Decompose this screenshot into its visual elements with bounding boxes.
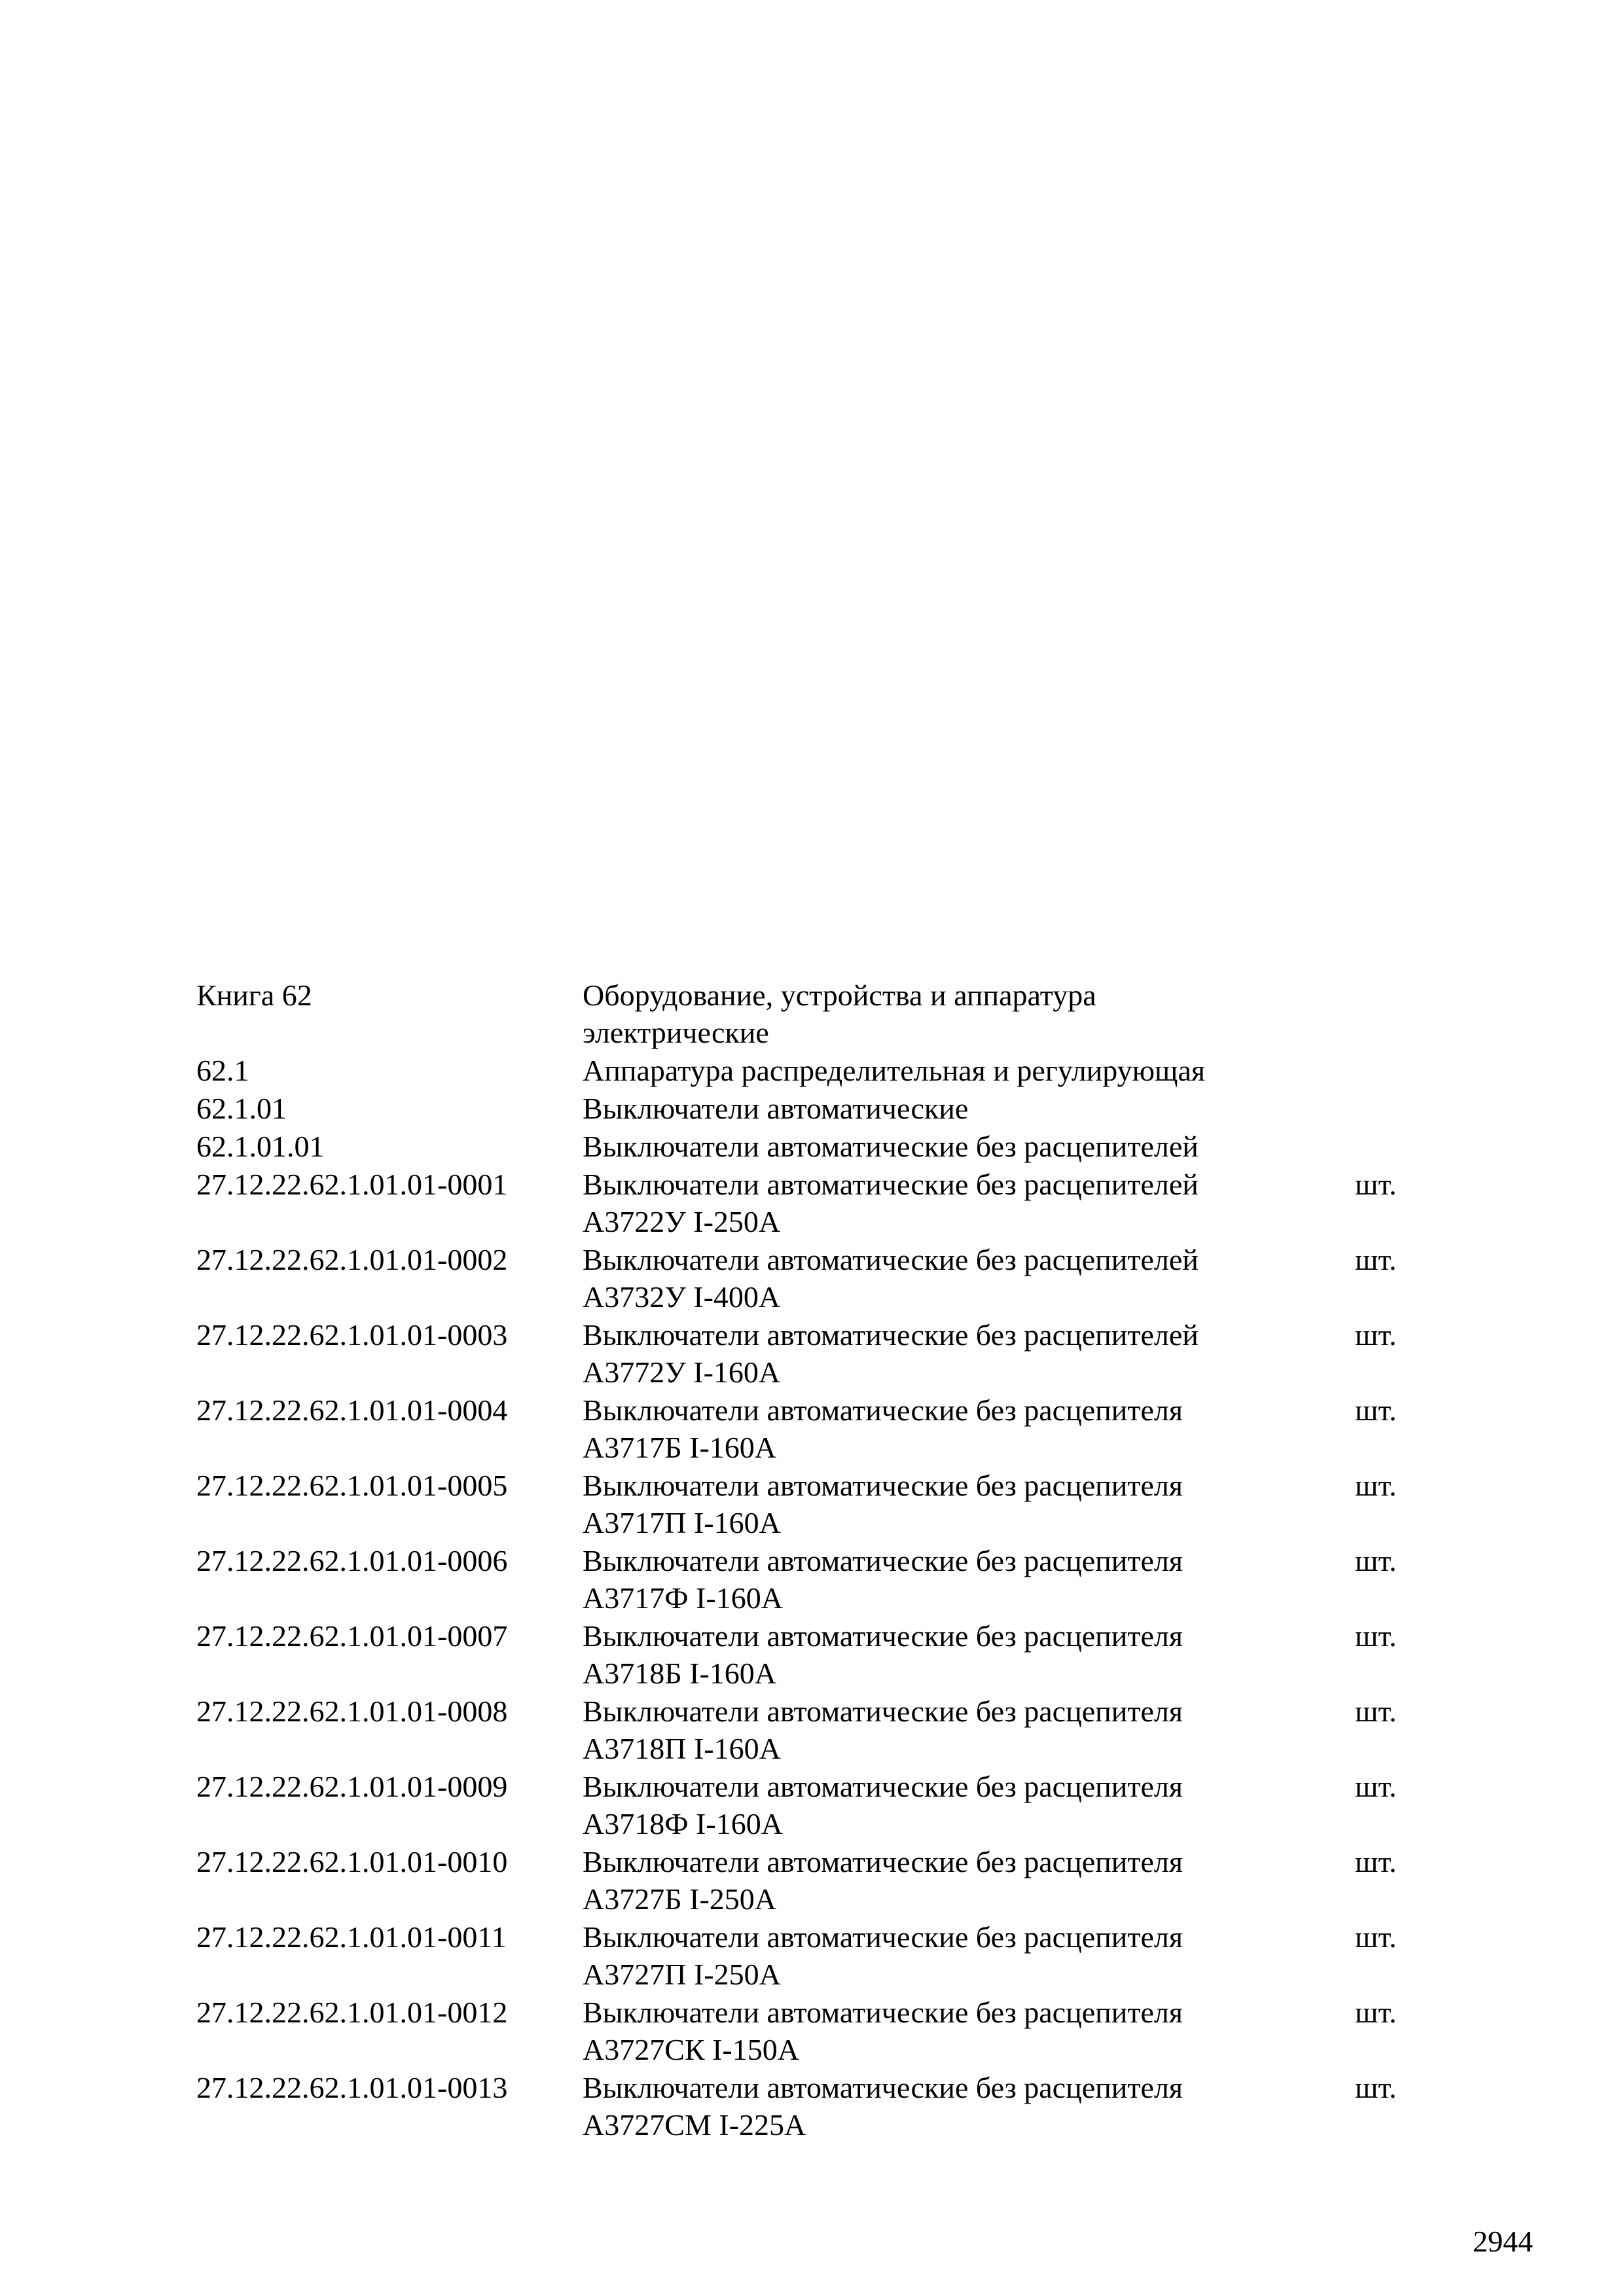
catalog-row xyxy=(196,1166,1440,1240)
row-code: 27.12.22.62.1.01.01-0005 xyxy=(196,1469,508,1502)
row-name-line: Выключатели автоматические без расцепителей xyxy=(583,1318,1199,1352)
row-name xyxy=(583,1241,1355,1316)
row-name xyxy=(583,1542,1355,1617)
row-name-line: Выключатели автоматические без расцепителя xyxy=(583,1393,1183,1427)
catalog-row xyxy=(196,1391,1440,1466)
row-code: 62.1.01.01 xyxy=(196,1130,325,1163)
row-code: 27.12.22.62.1.01.01-0008 xyxy=(196,1695,508,1728)
row-name-line: А3772У I-160А xyxy=(583,1355,781,1389)
row-unit: шт. xyxy=(1355,1845,1397,1878)
row-name-line: Выключатели автоматические без расцепителя xyxy=(583,1695,1183,1728)
row-name-line: А3718Б I-160А xyxy=(583,1657,776,1690)
row-name-line: Оборудование, устройства и аппаратура xyxy=(583,978,1096,1012)
row-code: 27.12.22.62.1.01.01-0002 xyxy=(196,1243,508,1276)
row-unit: шт. xyxy=(1355,1243,1397,1276)
row-name-line: Выключатели автоматические без расцепителя xyxy=(583,1469,1183,1502)
row-name-line: А3717Б I-160А xyxy=(583,1431,776,1464)
row-unit: шт. xyxy=(1355,1770,1397,1803)
row-name-line: Выключатели автоматические без расцепителя xyxy=(583,1544,1183,1577)
row-code: 27.12.22.62.1.01.01-0009 xyxy=(196,1770,508,1803)
row-name xyxy=(583,1918,1355,1993)
row-name xyxy=(583,1391,1355,1466)
row-name-line: Выключатели автоматические без расцепителей xyxy=(583,1130,1199,1163)
row-name xyxy=(583,1768,1355,1842)
row-name-line: А3718Ф I-160А xyxy=(583,1807,783,1840)
row-name xyxy=(583,1090,1355,1127)
row-name-line: электрические xyxy=(583,1016,769,1049)
catalog-row xyxy=(196,2069,1440,2144)
row-name-line: Аппаратура распределительная и регулирующая xyxy=(583,1054,1206,1087)
row-name xyxy=(583,1693,1355,1767)
row-name-line: А3732У I-400А xyxy=(583,1280,781,1314)
row-name-line: Выключатели автоматические без расцепителя xyxy=(583,1996,1183,2029)
row-unit: шт. xyxy=(1355,1168,1397,1201)
row-unit: шт. xyxy=(1355,1920,1397,1954)
row-code: 27.12.22.62.1.01.01-0006 xyxy=(196,1544,508,1577)
row-code: 62.1 xyxy=(196,1054,249,1087)
row-unit: шт. xyxy=(1355,1393,1397,1427)
row-name xyxy=(583,1316,1355,1391)
row-name-line: А3718П I-160А xyxy=(583,1732,781,1765)
row-unit: шт. xyxy=(1355,1469,1397,1502)
row-name xyxy=(583,1843,1355,1918)
row-name xyxy=(583,977,1355,1051)
row-code: 62.1.01 xyxy=(196,1092,287,1125)
catalog-row xyxy=(196,1090,1440,1127)
row-name-line: А3727П I-250А xyxy=(583,1958,781,1991)
row-name-line: Выключатели автоматические без расцепителя xyxy=(583,1920,1183,1954)
catalog-row xyxy=(196,1542,1440,1617)
catalog-row xyxy=(196,1316,1440,1391)
row-name xyxy=(583,1052,1355,1089)
catalog-row xyxy=(196,1918,1440,1993)
row-name-line: Выключатели автоматические без расцепителей xyxy=(583,1168,1199,1201)
row-unit: шт. xyxy=(1355,2071,1397,2104)
row-code: 27.12.22.62.1.01.01-0007 xyxy=(196,1619,508,1653)
row-code: 27.12.22.62.1.01.01-0012 xyxy=(196,1996,508,2029)
catalog-row xyxy=(196,1768,1440,1842)
row-name-line: А3727СК I-150А xyxy=(583,2033,799,2066)
row-name xyxy=(583,1128,1355,1165)
row-unit: шт. xyxy=(1355,1996,1397,2029)
row-name-line: Выключатели автоматические без расцепителя xyxy=(583,1770,1183,1803)
row-name xyxy=(583,1617,1355,1692)
row-name-line: А3727СМ I-225А xyxy=(583,2108,806,2142)
catalog-row xyxy=(196,1052,1440,1089)
row-name-line: Выключатели автоматические без расцепителя xyxy=(583,1619,1183,1653)
row-name-line: Выключатели автоматические без расцепителя xyxy=(583,2071,1183,2104)
row-code: 27.12.22.62.1.01.01-0010 xyxy=(196,1845,508,1878)
row-name-line: Выключатели автоматические xyxy=(583,1092,969,1125)
row-name-line: А3717Ф I-160А xyxy=(583,1581,783,1615)
catalog-row xyxy=(196,977,1440,1051)
row-name xyxy=(583,2069,1355,2144)
row-unit: шт. xyxy=(1355,1318,1397,1352)
row-name-line: Выключатели автоматические без расцепителя xyxy=(583,1845,1183,1878)
page-number: 2944 xyxy=(1473,2225,1533,2258)
row-name xyxy=(583,1467,1355,1541)
row-unit: шт. xyxy=(1355,1619,1397,1653)
catalog-row xyxy=(196,1128,1440,1165)
row-name-line: А3722У I-250А xyxy=(583,1205,781,1238)
row-name xyxy=(583,1994,1355,2068)
row-name-line: Выключатели автоматические без расцепителей xyxy=(583,1243,1199,1276)
row-name-line: А3727Б I-250А xyxy=(583,1882,776,1916)
row-unit: шт. xyxy=(1355,1695,1397,1728)
row-code: Книга 62 xyxy=(196,978,312,1012)
row-code: 27.12.22.62.1.01.01-0001 xyxy=(196,1168,508,1201)
row-unit: шт. xyxy=(1355,1544,1397,1577)
catalog-table xyxy=(196,977,1440,2144)
catalog-row xyxy=(196,1467,1440,1541)
row-code: 27.12.22.62.1.01.01-0011 xyxy=(196,1920,507,1954)
catalog-row xyxy=(196,1241,1440,1316)
catalog-row xyxy=(196,1843,1440,1918)
row-code: 27.12.22.62.1.01.01-0003 xyxy=(196,1318,508,1352)
row-code: 27.12.22.62.1.01.01-0004 xyxy=(196,1393,508,1427)
row-code: 27.12.22.62.1.01.01-0013 xyxy=(196,2071,508,2104)
catalog-row xyxy=(196,1994,1440,2068)
catalog-row xyxy=(196,1617,1440,1692)
catalog-row xyxy=(196,1693,1440,1767)
row-name-line: А3717П I-160А xyxy=(583,1506,781,1539)
row-name xyxy=(583,1166,1355,1240)
